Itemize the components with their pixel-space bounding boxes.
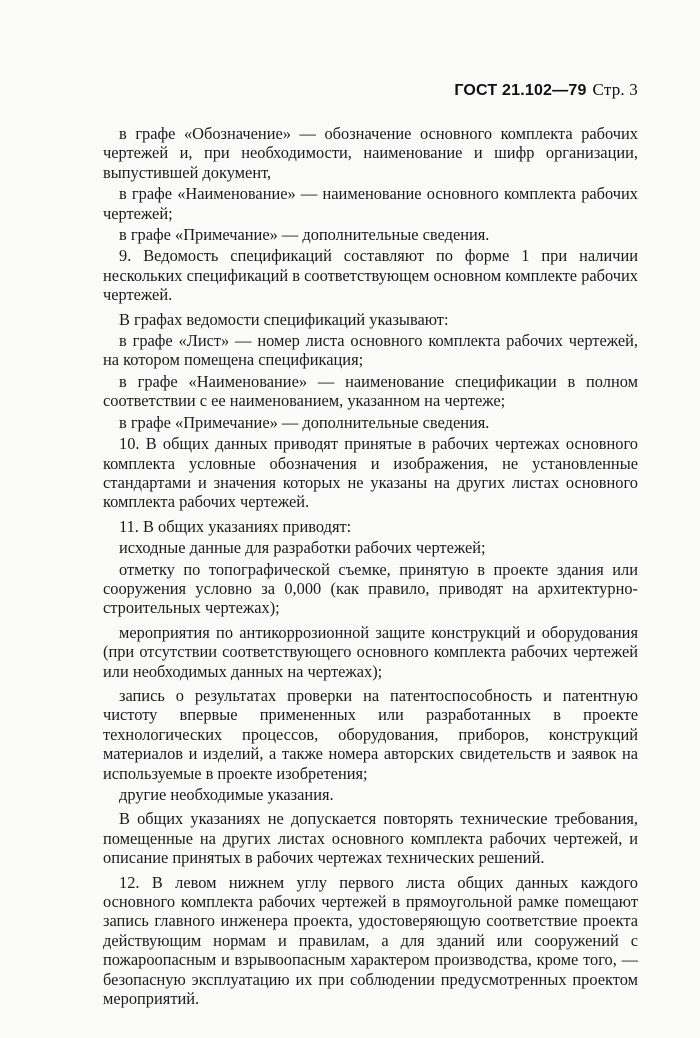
page-number: Стр. 3 <box>592 80 638 99</box>
paragraph: В общих указаниях не допускается повторять технические требования, помещенные на других листах основного комплекта рабочих чертежей, и описание принятых в рабочих чертежах технических решений. <box>103 809 638 868</box>
paragraph: в графе «Примечание» — дополнительные сведения. <box>119 412 490 432</box>
paragraph: в графе «Примечание» — дополнительные сведения. <box>119 225 490 245</box>
page-header <box>454 80 638 100</box>
paragraph: запись о результатах проверки на патентоспособность и патентную чистоту впервые примененных или разработанных в проекте технологических процессов, оборудования, приборов, конструкций материалов и изделий, а также номера авторских свидетельств и заявок на используемые в проекте изобретения; <box>103 685 638 783</box>
paragraph: 12. В левом нижнем углу первого листа общих данных каждого основного комплекта рабочих чертежей в прямоугольной рамке помещают запись главного инженера проекта, удостоверяющую соответствие проекта действующим нормам и правилам, а для зданий или сооружений с пожароопасным и взрывоопасным характером производства, кроме того, — безопасную эксплуатацию их при соблюдении предусмотренных проектом мероприятий. <box>103 872 638 1009</box>
paragraph: другие необходимые указания. <box>119 785 334 804</box>
paragraph: в графе «Наименование» — наименование основного комплекта рабочих чертежей; <box>103 184 638 223</box>
document-body <box>103 124 638 1010</box>
standard-number: ГОСТ 21.102—79 <box>454 82 587 99</box>
paragraph: 10. В общих данных приводят принятые в рабочих чертежах основного комплекта условные обозначения и изображения, не установленные стандартами и значения которых не указаны на других листах основного комплекта рабочих чертежей. <box>103 434 638 512</box>
paragraph: исходные данные для разработки рабочих чертежей; <box>119 538 486 558</box>
paragraph: отметку по топографической съемке, принятую в проекте здания или сооружения условно за 0,000 (как правило, приводят на архитектурно-строительных чертежах); <box>103 559 638 618</box>
paragraph: 9. Ведомость спецификаций составляют по форме 1 при наличии нескольких спецификаций в соответствующем основном комплекте рабочих чертежей. <box>103 246 638 305</box>
paragraph: 11. В общих указаниях приводят: <box>119 516 352 536</box>
paragraph: в графе «Наименование» — наименование спецификации в полном соответствии с ее наименованием, указанном на чертеже; <box>103 371 638 411</box>
paragraph: В графах ведомости спецификаций указывают: <box>119 309 449 329</box>
paragraph: мероприятия по антикоррозионной защите конструкций и оборудования (при отсутствии соответствующего основного комплекта рабочих чертежей или необходимых данных на чертежах); <box>103 622 638 681</box>
paragraph: в графе «Лист» — номер листа основного комплекта рабочих чертежей, на котором помещена спецификация; <box>103 331 638 370</box>
paragraph: в графе «Обозначение» — обозначение основного комплекта рабочих чертежей и, при необходимости, наименование и шифр организации, выпустившей документ, <box>103 124 638 182</box>
